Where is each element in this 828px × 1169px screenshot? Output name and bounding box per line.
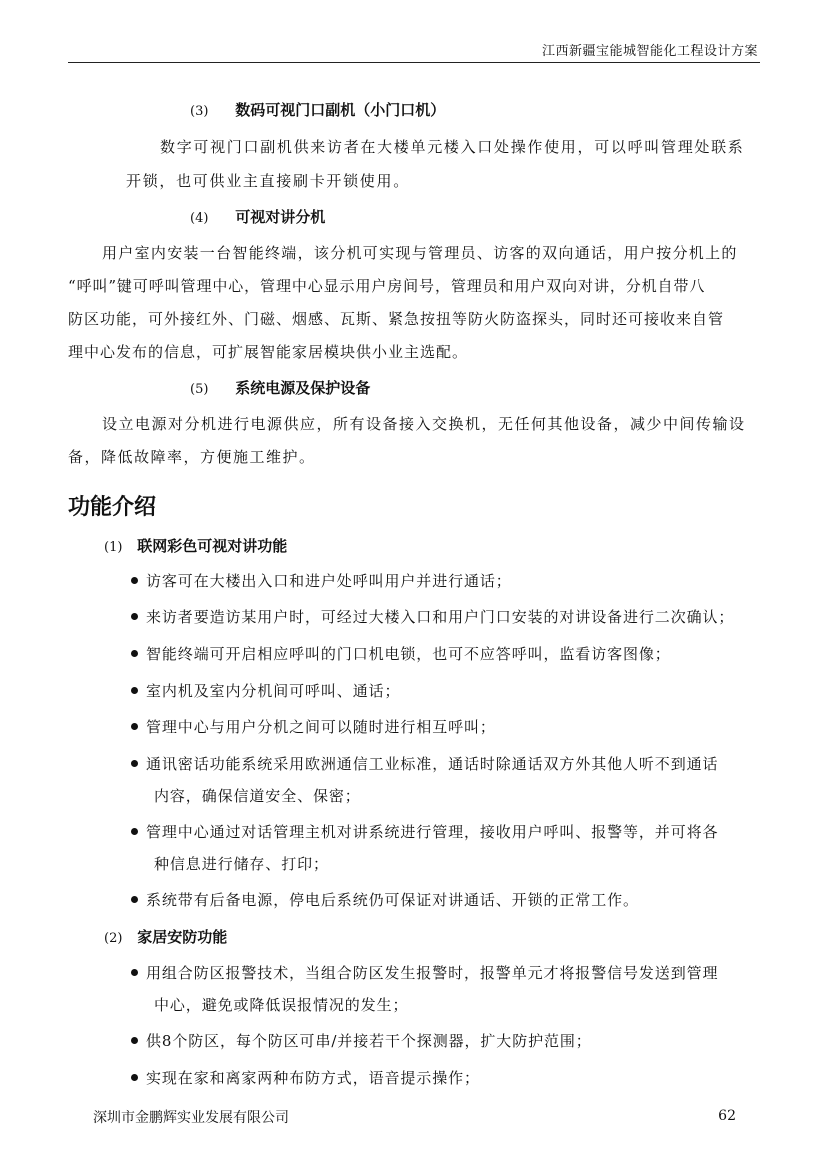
bullet-text: 系统带有后备电源，停电后系统仍可保证对讲通话、开锁的正常工作。 bbox=[146, 891, 639, 909]
item-number: (3) bbox=[190, 104, 209, 119]
item-title: 可视对讲分机 bbox=[235, 208, 326, 226]
item-number: (5) bbox=[190, 382, 209, 397]
paragraph-line: 开锁，也可供业主直接刷卡开锁使用。 bbox=[126, 172, 410, 190]
bullet-text: 室内机及室内分机间可呼叫、通话； bbox=[146, 682, 401, 700]
paragraph-line: 用户室内安装一台智能终端，该分机可实现与管理员、访客的双向通话，用户按分机上的 bbox=[102, 244, 738, 262]
bullet-text: 来访者要造访某用户时，可经过大楼入口和用户门口安装的对讲设备进行二次确认； bbox=[146, 608, 735, 626]
bullet-text: 通讯密话功能系统采用欧洲通信工业标准，通话时除通话双方外其他人听不到通话 bbox=[146, 755, 719, 773]
bullet-icon bbox=[131, 969, 138, 976]
bullet-icon bbox=[131, 687, 138, 694]
item-title: 家居安防功能 bbox=[137, 928, 228, 946]
page-number: 62 bbox=[718, 1108, 736, 1124]
bullet-icon bbox=[131, 1074, 138, 1081]
item-title: 系统电源及保护设备 bbox=[235, 379, 371, 397]
header-rule bbox=[68, 62, 760, 63]
item5-heading bbox=[190, 377, 370, 398]
bullet-text: 智能终端可开启相应呼叫的门口机电锁，也可不应答呼叫，监看访客图像； bbox=[146, 645, 671, 663]
bullet-text-continued: 种信息进行储存、打印； bbox=[154, 855, 329, 873]
sub1-heading bbox=[104, 535, 287, 556]
paragraph-line: 防区功能，可外接红外、门磁、烟感、瓦斯、紧急按扭等防火防盗探头，同时还可接收来自管 bbox=[68, 310, 725, 328]
item-number: (4) bbox=[190, 211, 209, 226]
section-title: 功能介绍 bbox=[68, 495, 157, 520]
bullet-icon bbox=[131, 613, 138, 620]
bullet-icon bbox=[131, 760, 138, 767]
bullet-text: 实现在家和离家两种布防方式，语音提示操作； bbox=[146, 1069, 480, 1087]
paragraph-line: 数字可视门口副机供来访者在大楼单元楼入口处操作使用，可以呼叫管理处联系 bbox=[160, 138, 745, 156]
bullet-icon bbox=[131, 577, 138, 584]
item-title: 联网彩色可视对讲功能 bbox=[137, 537, 288, 555]
bullet-text: 用组合防区报警技术，当组合防区发生报警时，报警单元才将报警信号发送到管理 bbox=[146, 964, 719, 982]
bullet-icon bbox=[131, 896, 138, 903]
paragraph-line: “呼叫”键可呼叫管理中心，管理中心显示用户房间号，管理员和用户双向对讲，分机自带八 bbox=[68, 277, 706, 295]
paragraph-line: 备，降低故障率，方便施工维护。 bbox=[68, 448, 316, 466]
paragraph-line: 理中心发布的信息，可扩展智能家居模块供小业主选配。 bbox=[68, 343, 469, 361]
item-number: (2) bbox=[104, 931, 123, 946]
paragraph-line: 设立电源对分机进行电源供应，所有设备接入交换机，无任何其他设备，减少中间传输设 bbox=[102, 415, 746, 433]
item4-heading bbox=[190, 206, 325, 227]
bullet-text: 管理中心与用户分机之间可以随时进行相互呼叫； bbox=[146, 718, 496, 736]
bullet-text: 访客可在大楼出入口和进户处呼叫用户并进行通话； bbox=[146, 572, 512, 590]
item-number: (1) bbox=[104, 540, 123, 555]
bullet-text-continued: 中心，避免或降低误报情况的发生； bbox=[154, 996, 409, 1014]
bullet-icon bbox=[131, 1037, 138, 1044]
sub2-heading bbox=[104, 926, 227, 947]
item3-heading bbox=[190, 99, 445, 120]
item-title: 数码可视门口副机（小门口机） bbox=[235, 101, 446, 119]
bullet-icon bbox=[131, 650, 138, 657]
header-title: 江西新疆宝能城智能化工程设计方案 bbox=[541, 44, 758, 59]
bullet-text-continued: 内容，确保信道安全、保密； bbox=[154, 787, 361, 805]
bullet-icon bbox=[131, 828, 138, 835]
footer-company: 深圳市金鹏辉实业发展有限公司 bbox=[93, 1110, 289, 1126]
bullet-icon bbox=[131, 723, 138, 730]
bullet-text: 供8个防区，每个防区可串/并接若干个探测器，扩大防护范围； bbox=[146, 1032, 592, 1050]
bullet-text: 管理中心通过对话管理主机对讲系统进行管理，接收用户呼叫、报警等，并可将各 bbox=[146, 823, 719, 841]
